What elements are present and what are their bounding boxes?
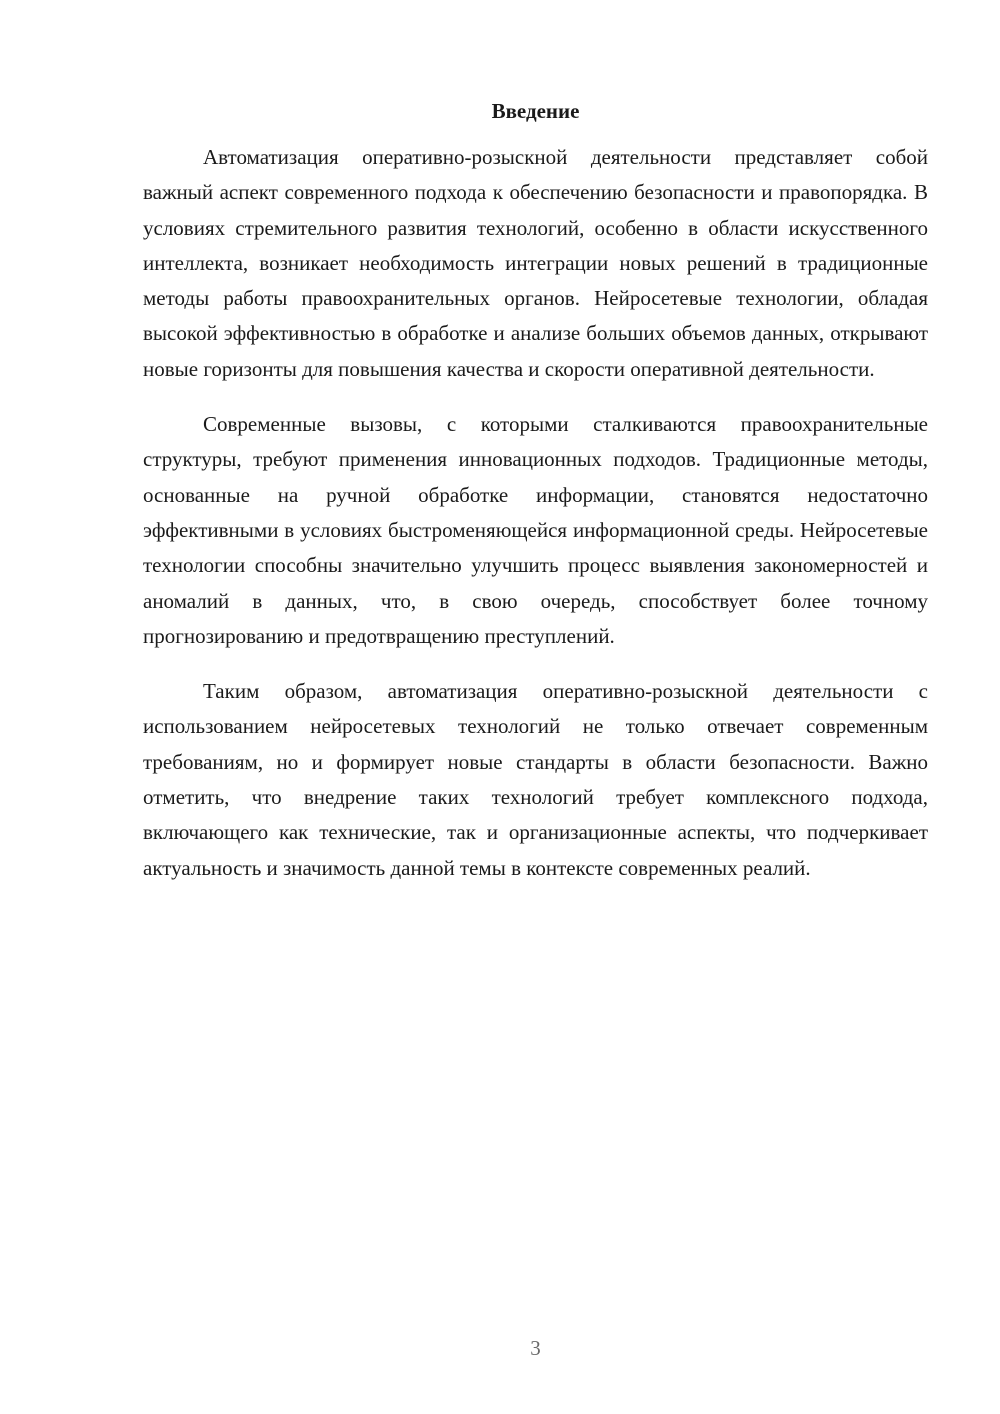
paragraph-3: Таким образом, автоматизация оперативно-розыскной деятельности с использованием нейросетевых технологий не только отвечает современным требованиям, но и формирует новые стандарты в области безопасности. Важно отметить, что внедрение таких технологий требует комплексного подхода, включающего как технические, так и организационные аспекты, что подчеркивает актуальность и значимость данной темы в контексте современных реалий. xyxy=(143,679,928,880)
paragraph-1: Автоматизация оперативно-розыскной деятельности представляет собой важный аспект современного подхода к обеспечению безопасности и правопорядка. В условиях стремительного развития технологий, особенно в области искусственного интеллекта, возникает необходимость интеграции новых решений в традиционные методы работы правоохранительных органов. Нейросетевые технологии, обладая высокой эффективностью в обработке и анализе больших объемов данных, открывают новые горизонты для повышения качества и скорости оперативной деятельности. xyxy=(143,145,928,381)
paragraph-2: Современные вызовы, с которыми сталкиваются правоохранительные структуры, требуют применения инновационных подходов. Традиционные методы, основанные на ручной обработке информации, становятся недостаточно эффективными в условиях быстроменяющейся информационной среды. Нейросетевые технологии способны значительно улучшить процесс выявления закономерностей и аномалий в данных, что, в свою очередь, способствует более точному прогнозированию и предотвращению преступлений. xyxy=(143,412,928,648)
section-title: Введение xyxy=(491,99,580,123)
page-number: 3 xyxy=(530,1336,541,1360)
section-body xyxy=(143,140,928,906)
